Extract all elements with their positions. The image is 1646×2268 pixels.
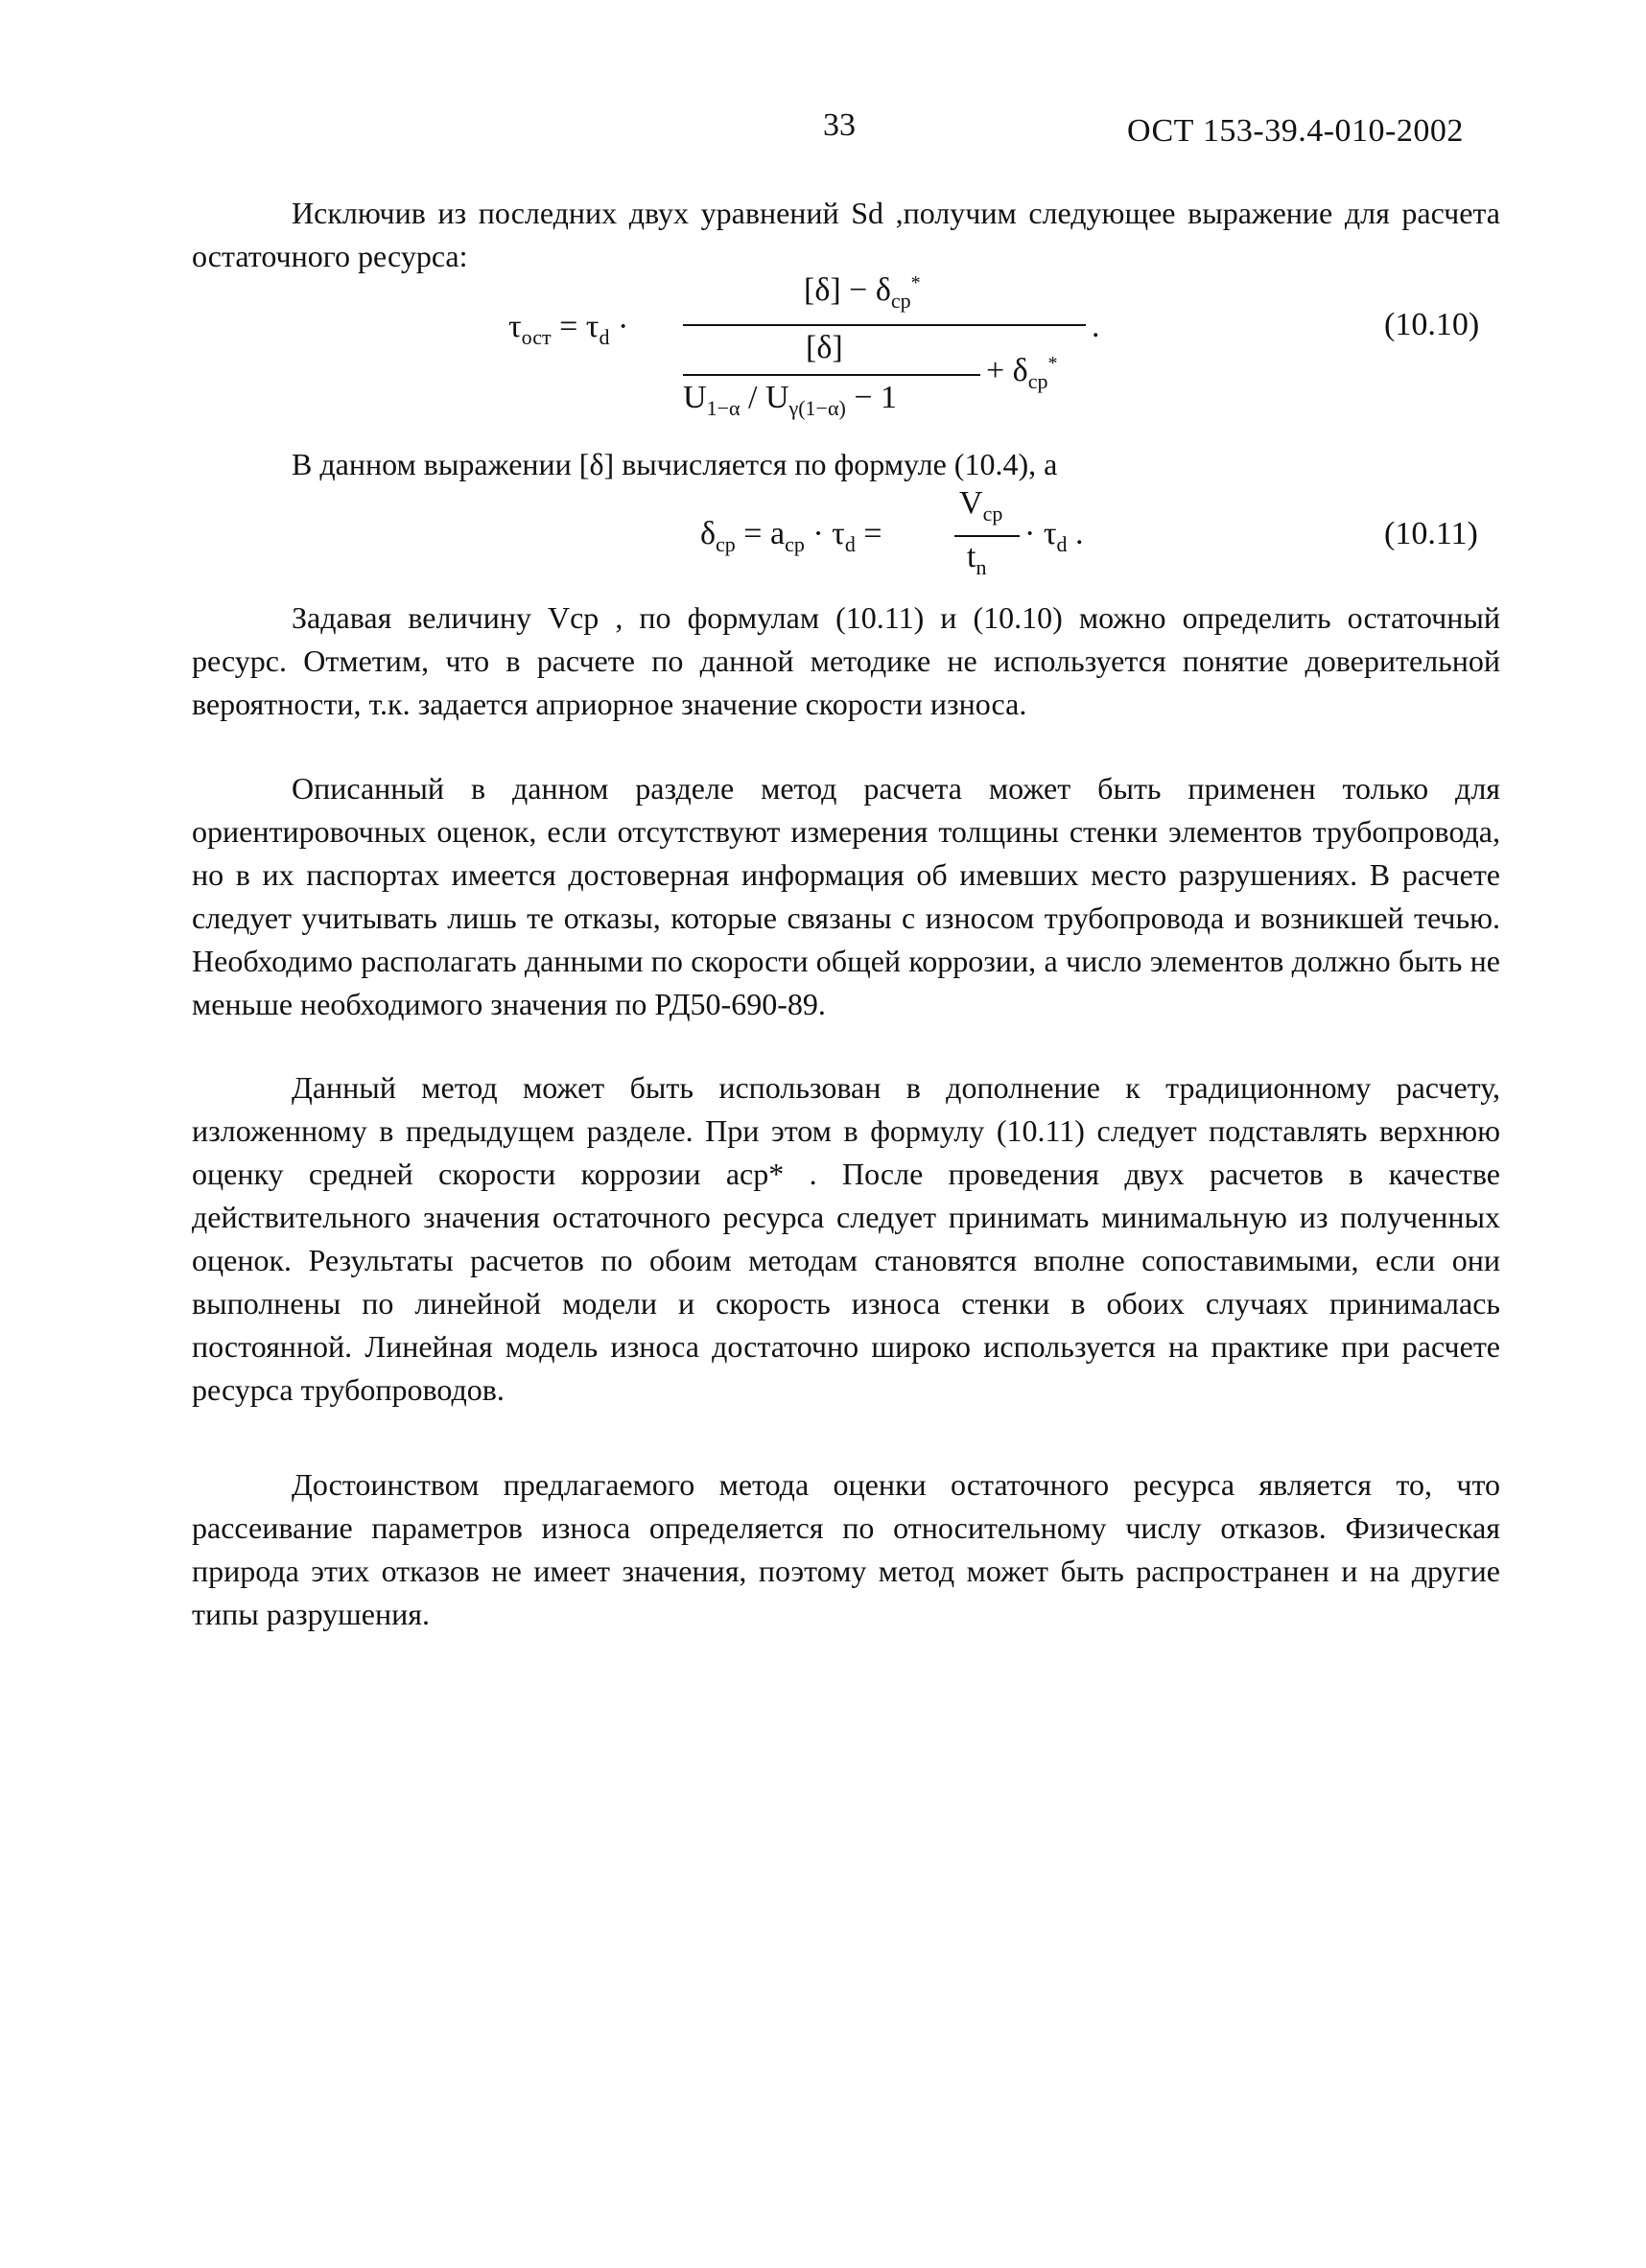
formula-10-10-plus-term: + $\delta_{ср}^*$: [986, 353, 1058, 393]
paragraph-formula-note: В данном выражении [δ] вычисляется по формуле (10.4), а: [292, 447, 1058, 481]
formula-10-11-numerator: $V_{ср}$: [959, 485, 1003, 526]
formula-10-10-main-fraction-bar: [683, 324, 1086, 326]
page-number: 33: [823, 107, 856, 143]
paragraph-method-usage: Данный метод может быть использован в дополнение к традиционному расчету, изложенному в предыдущем разделе. При этом в формулу (10.11) следует подставлять верхнюю оценку средней скорости коррозии aср* . После проведения двух расчетов в качестве действительного значения остаточного ресурса следует принимать минимальную из полученных оценок. Результаты расчетов по обоим методам становятся вполне сопоставимыми, если они выполнены по линейной модели и скорость износа стенки в обоих случаях принималась постоянной. Линейная модель износа достаточно широко используется на практике при расчете ресурса трубопроводов.: [192, 1070, 1500, 1407]
formula-10-11-fraction-bar: [954, 535, 1020, 537]
formula-10-10-inner-fraction-bar: [683, 374, 980, 376]
formula-10-10-numerator: $[\delta] - \delta_{ср}^*$: [804, 272, 921, 313]
paragraph-intro: Исключив из последних двух уравнений Sd ,получим следующее выражение для расчета остаточного ресурса:: [192, 196, 1500, 273]
formula-10-11-tail: · $\tau_d$ .: [1024, 516, 1084, 556]
equation-number-10-10: (10.10): [1384, 307, 1480, 342]
paragraph-method-description: Описанный в данном разделе метод расчета может быть применен только для ориентировочных оценок, если отсутствуют измерения толщины стенки элементов трубопровода, но в их паспортах имеется достоверная информация об имевших место разрушениях. В расчете следует учитывать лишь те отказы, которые связаны с износом трубопровода и возникшей течью. Необходимо располагать данными по скорости общей коррозии, а число элементов должно быть не меньше необходимого значения по РД50-690-89.: [192, 771, 1500, 1021]
equation-number-10-11: (10.11): [1384, 516, 1478, 551]
paragraph-residual-resource: Задавая величину Vср , по формулам (10.11) и (10.10) можно определить остаточный ресурс. Отметим, что в расчете по данной методике не используется понятие доверительной вероятности, т.к. задается априорное значение скорости износа.: [192, 600, 1500, 721]
formula-10-10-lhs: $\tau_{ост} = \tau_d$ ·: [508, 309, 629, 349]
formula-10-10-inner-denominator: $U_{1-\alpha} / U_{\gamma(1-\alpha)} - 1$: [683, 380, 897, 420]
formula-10-10-period: .: [1092, 309, 1100, 344]
document-code: ОСТ 153-39.4-010-2002: [1127, 113, 1464, 149]
paragraph-method-advantage: Достоинством предлагаемого метода оценки остаточного ресурса является то, что рассеивание параметров износа определяется по относительному числу отказов. Физическая природа этих отказов не имеет значения, поэтому метод может быть распространен и на другие типы разрушения.: [192, 1467, 1500, 1631]
formula-10-11-lhs: $\delta_{ср} = a_{ср} \cdot \tau_d$ =: [700, 516, 882, 556]
formula-10-11-denominator: $t_n$: [967, 539, 987, 579]
formula-10-10-inner-numerator: [δ]: [806, 330, 843, 365]
